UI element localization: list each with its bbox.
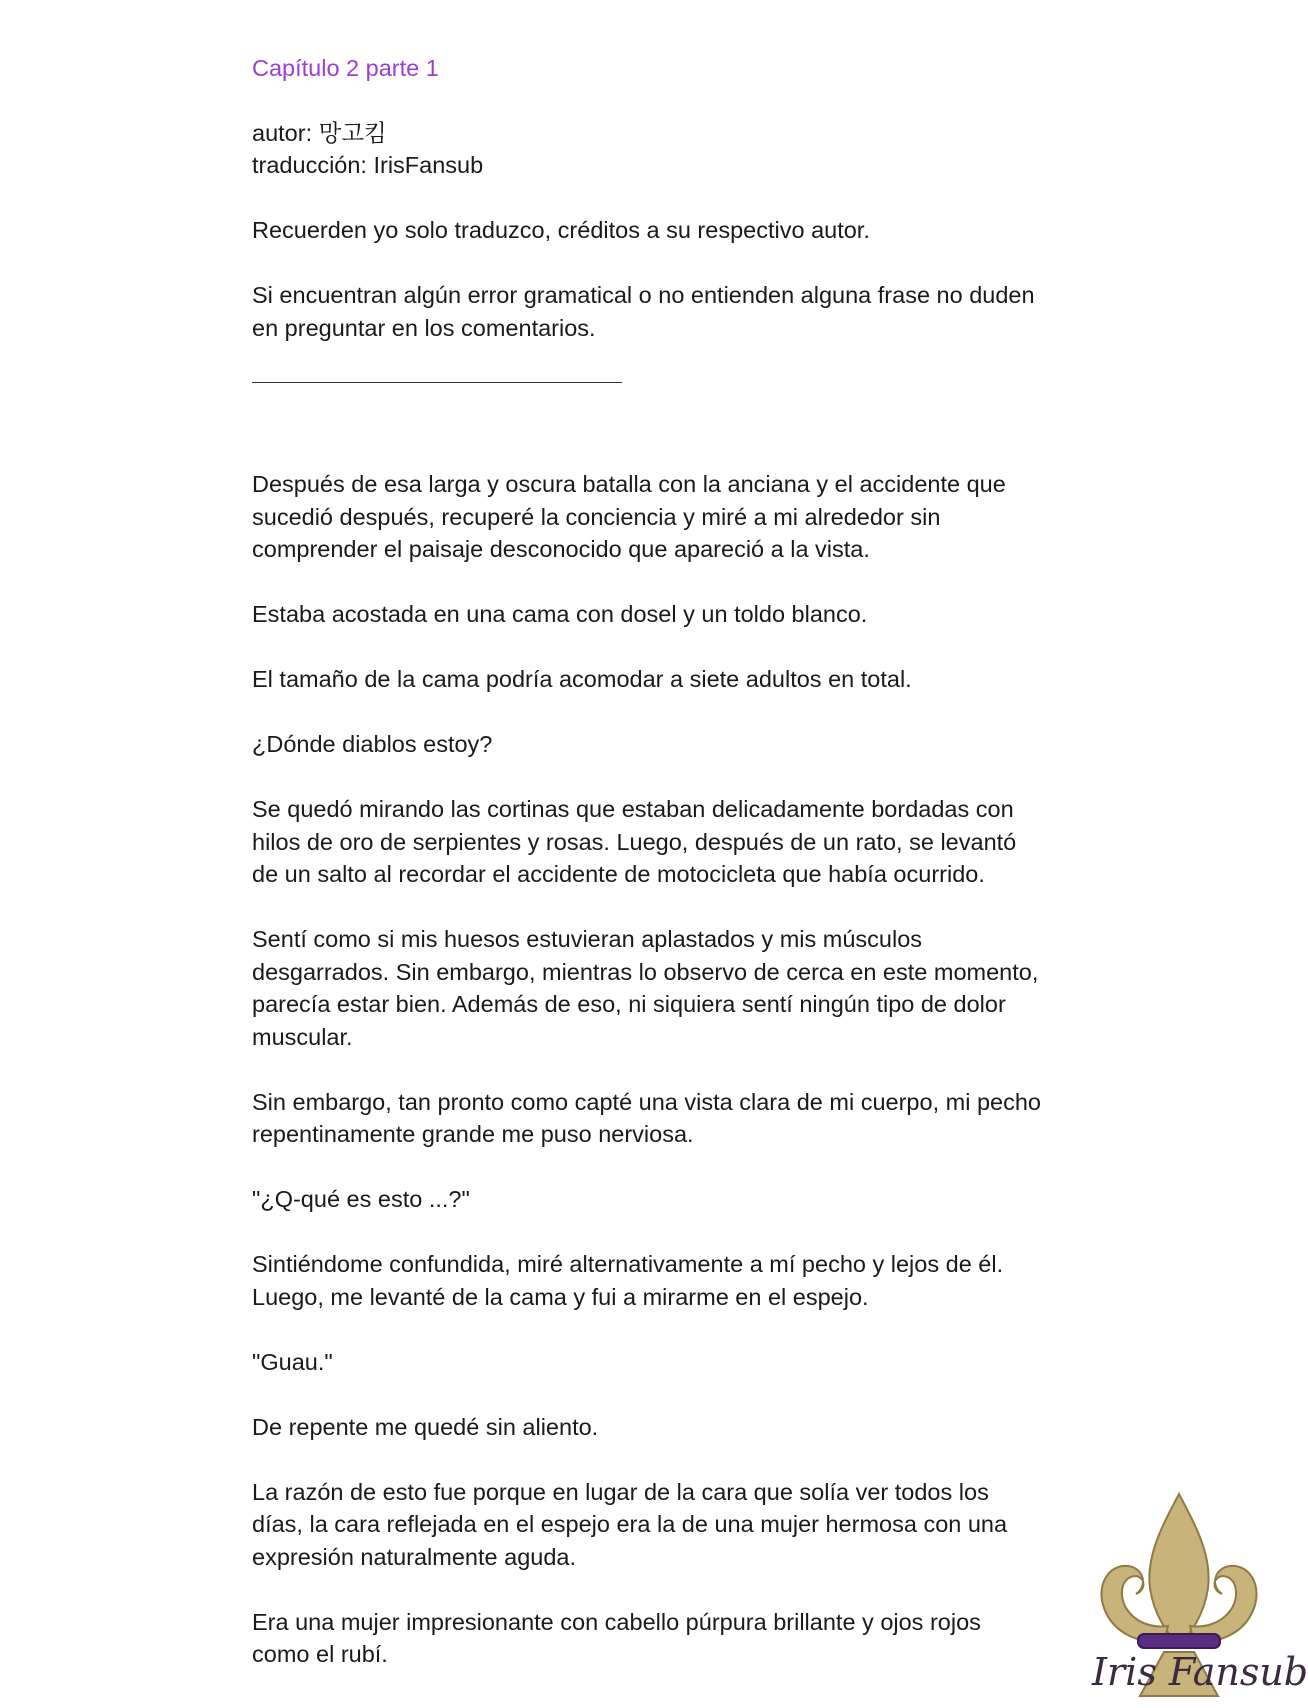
- paragraph: Sentí como si mis huesos estuvieran aplastados y mis músculos desgarrados. Sin embargo, mientras lo observo de cerca en este momento, parecía estar bien. Además de eso, ni siquiera sentí ningún tipo de dolor muscular.: [252, 926, 1039, 1050]
- section-divider: [252, 382, 622, 383]
- paragraph: Era una mujer impresionante con cabello púrpura brillante y ojos rojos como el rubí.: [252, 1608, 981, 1667]
- paragraph: Estaba acostada en una cama con dosel y un toldo blanco.: [252, 601, 868, 627]
- document-page: [252, 52, 1042, 1703]
- notice-credits: Recuerden yo solo traduzco, créditos a su respectivo autor.: [252, 217, 870, 243]
- credits: [252, 117, 1042, 182]
- paragraph: "¿Q-qué es esto ...?": [252, 1186, 470, 1212]
- paragraph: Sin embargo, tan pronto como capté una vista clara de mi cuerpo, mi pecho repentinamente grande me puso nerviosa.: [252, 1088, 1041, 1147]
- paragraph: El tamaño de la cama podría acomodar a siete adultos en total.: [252, 666, 912, 692]
- story-body: [252, 468, 1042, 1671]
- chapter-title: Capítulo 2 parte 1: [252, 55, 439, 81]
- translation-line: traducción: IrisFansub: [252, 152, 484, 178]
- paragraph: Sintiéndome confundida, miré alternativamente a mí pecho y lejos de él. Luego, me levanté de la cama y fui a mirarme en el espejo.: [252, 1251, 1004, 1310]
- paragraph: ¿Dónde diablos estoy?: [252, 731, 493, 757]
- watermark-text: Iris Fansub: [1092, 1650, 1308, 1694]
- notice-errors: Si encuentran algún error gramatical o no entienden alguna frase no duden en preguntar en los comentarios.: [252, 282, 1035, 341]
- paragraph: La razón de esto fue porque en lugar de la cara que solía ver todos los días, la cara reflejada en el espejo era la de una mujer hermosa con una expresión naturalmente aguda.: [252, 1478, 1008, 1570]
- paragraph: Se quedó mirando las cortinas que estaban delicadamente bordadas con hilos de oro de serpientes y rosas. Luego, después de un rato, se levantó de un salto al recordar el accidente de motocicleta que había ocurrido.: [252, 796, 1017, 887]
- author-line: autor: 망고킴: [252, 119, 387, 146]
- paragraph: De repente me quedé sin aliento.: [252, 1413, 599, 1440]
- paragraph: "Guau.": [252, 1348, 333, 1375]
- paragraph: Después de esa larga y oscura batalla con la anciana y el accidente que sucedió después, recuperé la conciencia y miré a mi alrededor sin comprender el paisaje desconocido que apareció a la vista.: [252, 471, 1006, 562]
